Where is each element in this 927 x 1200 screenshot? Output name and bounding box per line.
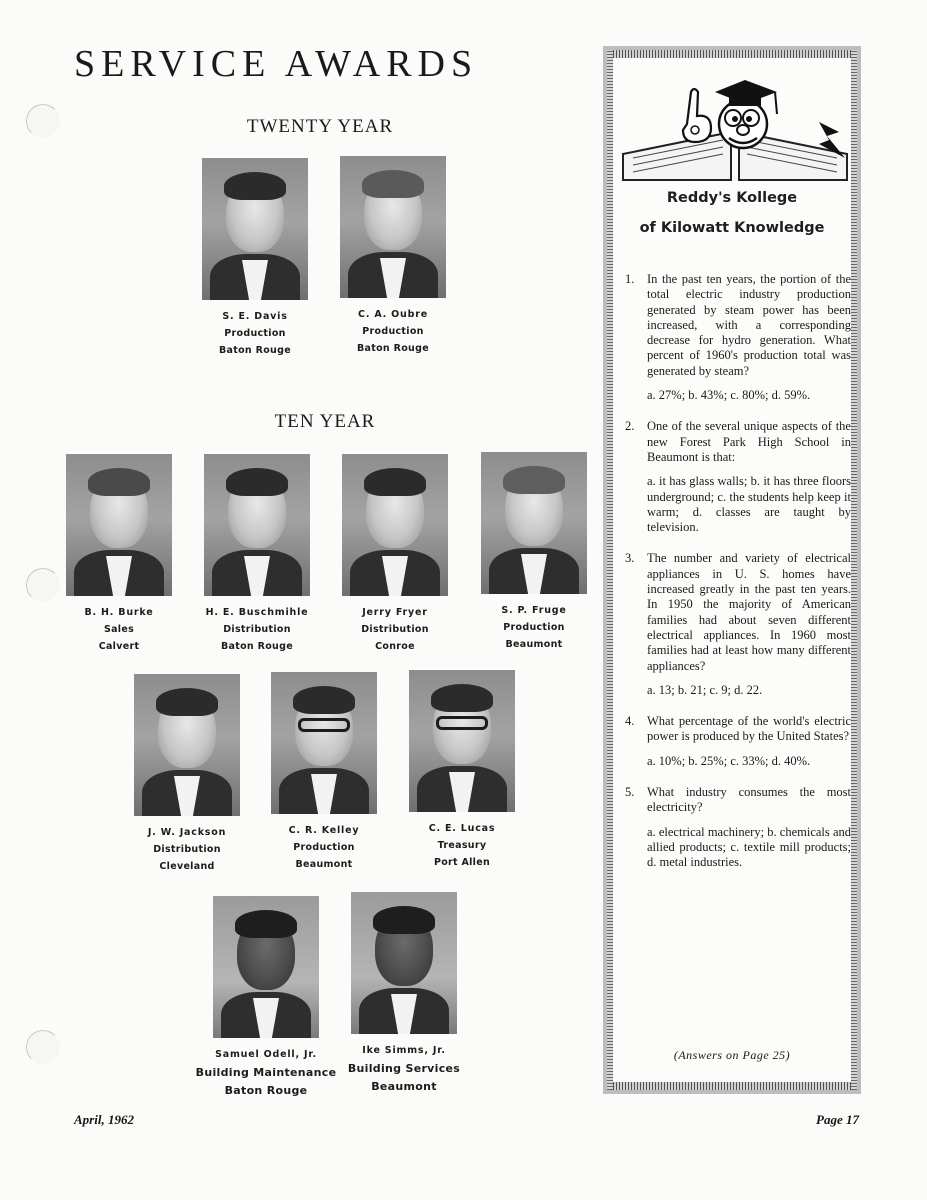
question-number: 5. [625,785,635,800]
person-caption: S. P. Fruge Production Beaumont [501,605,567,650]
award-person-davis [180,158,330,359]
portrait-photo [409,670,515,812]
issue-date: April, 1962 [74,1112,134,1127]
portrait-photo [481,452,587,594]
reddy-kilowatt-mascot-icon [619,62,851,182]
person-caption: S. E. Davis Production Baton Rouge [219,311,291,356]
portrait-photo [134,674,240,816]
person-caption: J. W. Jackson Distribution Cleveland [147,827,227,872]
person-caption: Ike Simms, Jr. Building Services Beaumont [347,1045,461,1093]
page-title: SERVICE AWARDS [74,43,479,85]
award-person-simms [324,892,484,1096]
person-caption: C. R. Kelley Production Beaumont [288,825,360,870]
quiz-title-line1: Reddy's Kollege [666,190,798,206]
award-person-fruge [459,452,609,653]
person-caption: B. H. Burke Sales Calvert [84,607,154,652]
portrait-photo [202,158,308,300]
page-number: Page 17 [816,1112,859,1127]
question-text: One of the several unique aspects of the new Forest Park High School in Beaumont is that: [647,419,851,464]
person-caption: C. A. Oubre Production Baton Rouge [357,309,429,354]
question-text: In the past ten years, the portion of the total electric industry production generated by steam power has been increased, with a corresponding decrease for hydro generation. What percent of 1960's production total was generated by steam? [647,272,851,378]
quiz-question [625,714,851,769]
award-person-buschmihle [182,454,332,655]
portrait-photo [342,454,448,596]
question-number: 3. [625,551,635,566]
answers-note: (Answers on Page 25) [673,1048,791,1062]
award-person-kelley [249,672,399,873]
award-person-oubre [318,156,468,357]
punch-hole-bottom [26,1030,60,1064]
award-person-lucas [387,670,537,871]
question-text: The number and variety of electrical appliances in U. S. homes have increased greatly in the past ten years. In 1950 the majority of American families had about seven different electrical appliances. In 1960 most families had at least how many different appliances? [647,551,851,673]
award-person-burke [44,454,194,655]
portrait-photo [213,896,319,1038]
question-text: What percentage of the world's electric power is produced by the United States? [647,714,851,744]
twenty-year-heading: TWENTY YEAR [246,116,394,137]
question-answers: a. it has glass walls; b. it has three floors underground; c. the students help keep it warm; d. classes are taught by television. [647,474,851,535]
punch-hole-top [26,104,60,138]
portrait-photo [271,672,377,814]
award-person-odell [186,896,346,1100]
person-caption: Jerry Fryer Distribution Conroe [361,607,429,652]
quiz-question [625,785,851,870]
question-answers: a. 27%; b. 43%; c. 80%; d. 59%. [647,388,811,403]
question-number: 1. [625,272,635,286]
quiz-question [625,419,851,535]
quiz-questions [625,272,851,882]
quiz-title-line2: of Kilowatt Knowledge [639,220,825,236]
portrait-photo [204,454,310,596]
award-person-jackson [112,674,262,875]
person-caption: C. E. Lucas Treasury Port Allen [428,823,496,868]
quiz-question [625,551,851,698]
person-caption: H. E. Buschmihle Distribution Baton Rouge [205,607,309,652]
question-answers: a. electrical machinery; b. chemicals and allied products; c. textile mill products; d. metal industries. [647,824,851,870]
question-number: 4. [625,714,635,729]
question-number: 2. [625,419,635,434]
portrait-photo [340,156,446,298]
person-caption: Samuel Odell, Jr. Building Maintenance Baton Rouge [195,1049,337,1097]
question-answers: a. 10%; b. 25%; c. 33%; d. 40%. [647,753,811,768]
portrait-photo [66,454,172,596]
question-answers: a. 13; b. 21; c. 9; d. 22. [647,682,763,697]
quiz-sidebar [603,46,861,1094]
quiz-question [625,272,851,403]
award-person-fryer [320,454,470,655]
portrait-photo [351,892,457,1034]
question-text: What industry consumes the most electricity? [647,785,851,815]
ten-year-heading: TEN YEAR [274,411,376,432]
